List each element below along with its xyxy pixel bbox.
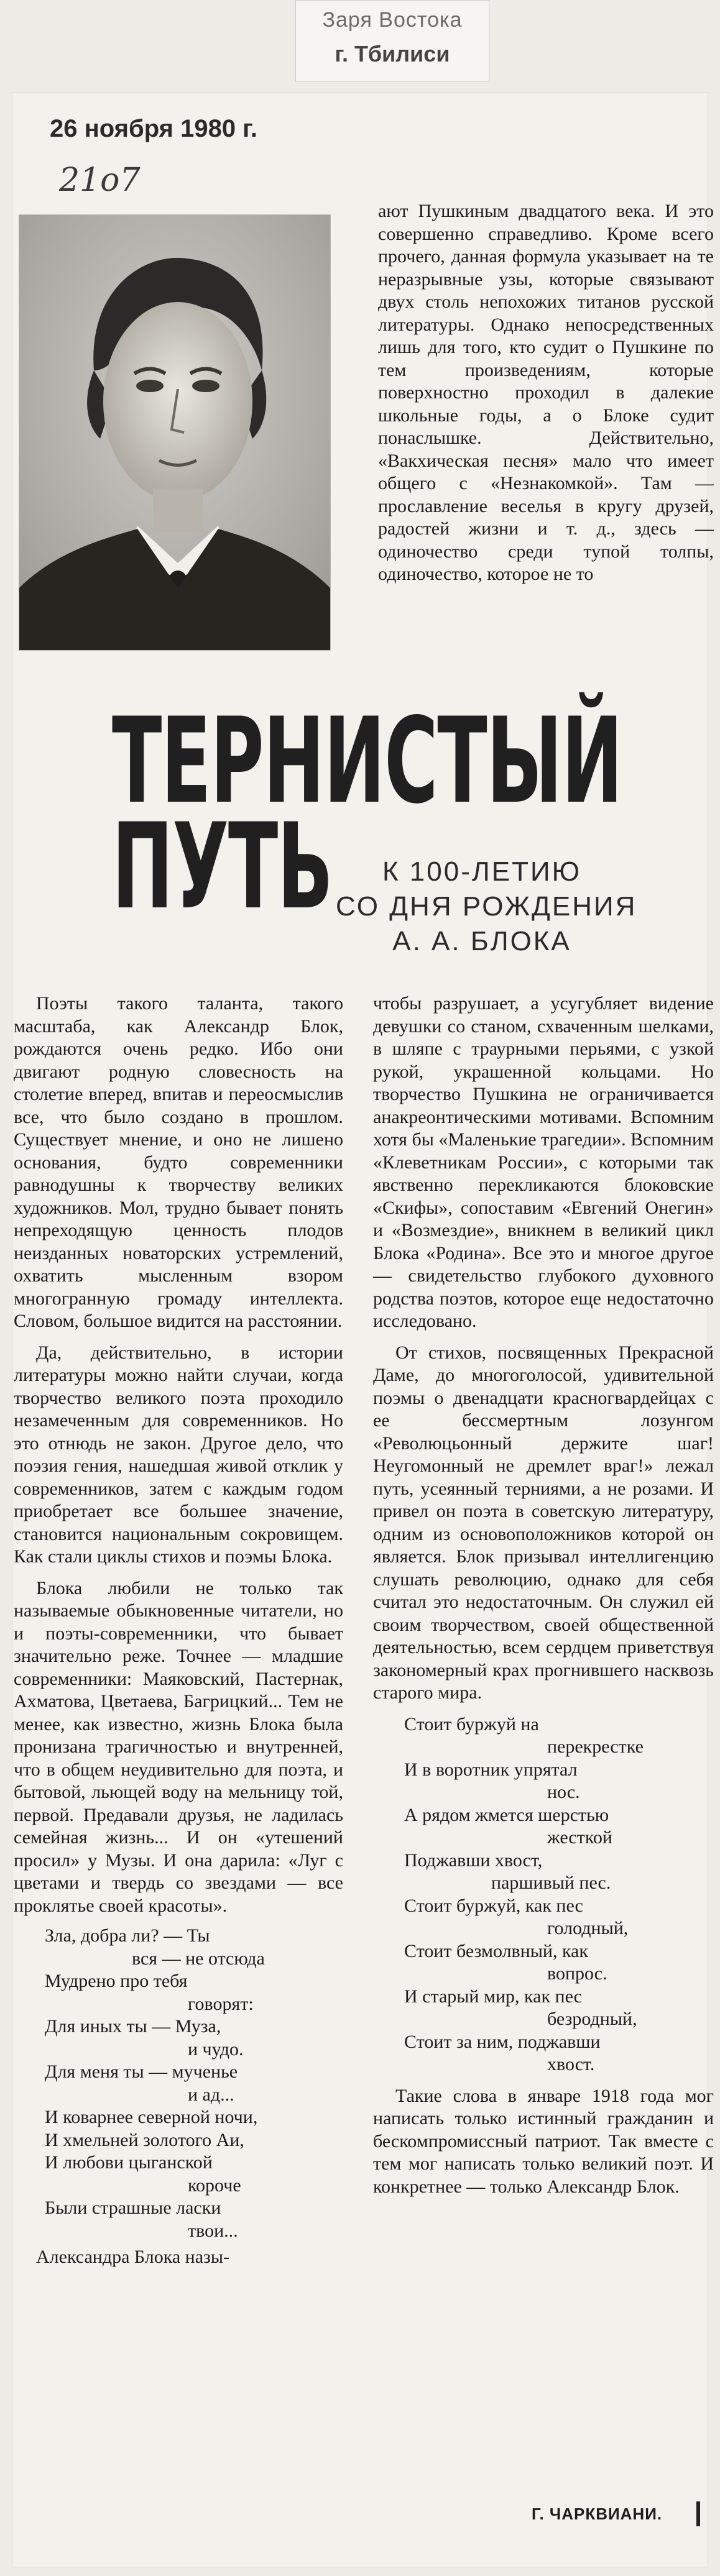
paragraph: Александра Блока назы- [36, 2247, 230, 2267]
handwritten-note: 21о7 [59, 162, 141, 199]
paragraph: ают Пушкиным двадцатого века. И это совершенно справедливо. Кроме всего прочего, данная формула указывает на те неразрывные узы, которые связывают двух столь непохожих титанов русской литературы. Однако непосредственных лишь для того, кто судит о Пушкине по тем произведениям, которые поверхностно проходил в далекие школьные годы, а о Блоке судит понаслышке. Действительно, «Вакхическая песня» мало что имеет общего с «Незнакомкой». Там — прославление веселья в кругу друзей, радостей жизни и т. д., здесь — одиночество среди тупой толпы, одиночество, которое не то [378, 201, 714, 584]
poem-line: короче [188, 2175, 241, 2196]
poem-line: говорят: [188, 1993, 254, 2014]
headline-line-2: ПУТЬ [112, 798, 333, 935]
subtitle-line: К 100-ЛЕТИЮ [382, 856, 582, 887]
poem-line: Поджавши хвост, [404, 1849, 543, 1871]
subtitle-line: А. А. БЛОКА [392, 926, 571, 956]
poem-line: И хмельней золотого Аи, [45, 2129, 244, 2150]
poem-line: Для меня ты — мученье [45, 2061, 238, 2082]
poem-line: Зла, добра ли? — Ты [45, 1925, 210, 1946]
poem-line: И в воротник упрятал [404, 1759, 578, 1780]
top-right-column [378, 200, 714, 586]
poem-line: И любови цыганской [45, 2152, 213, 2173]
paragraph: чтобы разрушает, а усугубляет видение девушки со станом, схваченным шелками, в шляпе с траурными перьями, с узкой рукой, украшенной кольцами. Но творчество Пушкина не ограничивается анакреонтическими мотивами. Вспомним хотя бы «Маленькие трагедии». Вспомним «Клеветникам России», с которыми так явственно перекликаются блоковские «Скифы», сопоставим «Евгений Онегин» и «Возмездие», вникнем в великий цикл Блока «Родина». Все это и многое другое — свидетельство глубокого духовного родства поэтов, которое еще недостаточно исследовано. [373, 993, 714, 1331]
poem-line: Стоит безмолвный, как [404, 1940, 588, 1961]
column-rule [696, 2501, 700, 2526]
poem-line: перекрестке [547, 1736, 644, 1757]
article-subtitle [336, 855, 637, 959]
stamp-city: г. Тбилиси [335, 41, 450, 66]
poem-line: и ад... [188, 2084, 234, 2105]
poem-line: голодный, [547, 1918, 629, 1938]
paragraph: От стихов, посвященных Прекрасной Даме, до многоголосой, удивительной поэмы о двенадцати красногвардейцах с ее бессмертным лозунгом «Революцьонный держите шаг! Неугомонный не дремлет враг!» лежал путь, усеянный терниями, а не розами. И привел он поэта в советскую литературу, одним из основоположников которой он является. Блок призывал интеллигенцию слушать революцию, однако для себя считал это недостаточным. Он служил ей своим творчеством, своей общественной деятельностью, всем сердцем приветствуя закономерный крах прогнившего насквозь старого мира. [373, 1342, 714, 1703]
archive-stamp [295, 0, 489, 82]
portrait-illustration [19, 215, 330, 650]
poem-quote-left [14, 1925, 343, 2242]
left-column [14, 992, 343, 2269]
poem-quote-right [373, 1713, 714, 2076]
poem-line: Были страшные ласки [45, 2198, 221, 2218]
right-column [373, 992, 714, 2198]
poem-line: твои... [188, 2220, 238, 2241]
author-signature: Г. ЧАРКВИАНИ. [532, 2505, 663, 2523]
subtitle-line: СО ДНЯ РОЖДЕНИЯ [336, 891, 637, 922]
paragraph: Блока любили не только так называемые обыкновенные читатели, но и поэты-современники, что бывает значительно реже. Точнее — младшие современники: Маяковский, Пастернак, Ахматова, Цветаева, Багрицкий... Тем не менее, как известно, жизнь Блока была пронизана трагичностью и внутренней, что в общем неудивительно для поэта, и бытовой, льющей воду на мельницу той, первой. Предавали друзья, не ладилась семейная жизнь... И он «утешений просил» у Музы. И она дарила: «Луг с цветами и твердь со звездами — все проклятье своей красоты». [14, 1577, 343, 1916]
poem-line: А рядом жмется шерстью [404, 1804, 609, 1825]
poem-line: Для иных ты — Муза, [45, 2016, 221, 2037]
poem-line: безродный, [547, 2009, 637, 2029]
paragraph: Такие слова в январе 1918 года мог написать только истинный гражданин и бескомпромиссный патриот. Так вместе с тем мог написать только великий поэт. И конкретнее — только Александр Блок. [373, 2085, 714, 2197]
poem-line: Стоит за ним, поджавши [404, 2031, 601, 2052]
paragraph: Да, действительно, в истории литературы можно найти случаи, когда творчество великого поэта проходило незамеченным для современников. Но это отнюдь не закон. Другое дело, что поэзия гения, нашедшая живой отклик у современников, затем с каждым годом приобретает все большее значение, становится национальным сокровищем. Как стали циклы стихов и поэмы Блока. [14, 1342, 343, 1567]
poem-line: жесткой [547, 1827, 612, 1848]
poem-line: вопрос. [547, 1963, 607, 1984]
poem-line: Стоит буржуй на [404, 1713, 539, 1735]
poem-line: и чудо. [188, 2038, 244, 2060]
poem-line: Мудрено про тебя [45, 1971, 188, 1991]
stamp-newspaper-name: Заря Востока [322, 8, 463, 32]
poem-line: нос. [547, 1782, 580, 1802]
paragraph: Поэты такого таланта, такого масштаба, как Александр Блок, рождаются очень редко. Ибо они двигают родную словесность на столетие вперед, впитав и переосмыслив все, что было создано в прошлом. Существует мнение, и оно не лишено основания, будто современники равнодушны к творчеству великих художников. Мол, трудно бывает понять непреходящую ценность плодов неизданных новаторских устремлений, охватить мысленным взором многогранную громаду интеллекта. Словом, большое видится на расстоянии. [14, 993, 343, 1331]
poem-line: паршивый пес. [491, 1872, 611, 1893]
poem-line: И старый мир, как пес [404, 1986, 582, 2007]
poem-line: Стоит буржуй, как пес [404, 1895, 583, 1916]
publication-date: 26 ноября 1980 г. [50, 115, 257, 142]
poem-line: вся — не отсюда [132, 1948, 265, 1969]
poem-line: И коварнее северной ночи, [45, 2107, 258, 2127]
portrait-photo [19, 214, 331, 651]
poem-line: хвост. [547, 2054, 595, 2074]
headline-line-1: ТЕРНИСТЫЙ [112, 692, 622, 830]
